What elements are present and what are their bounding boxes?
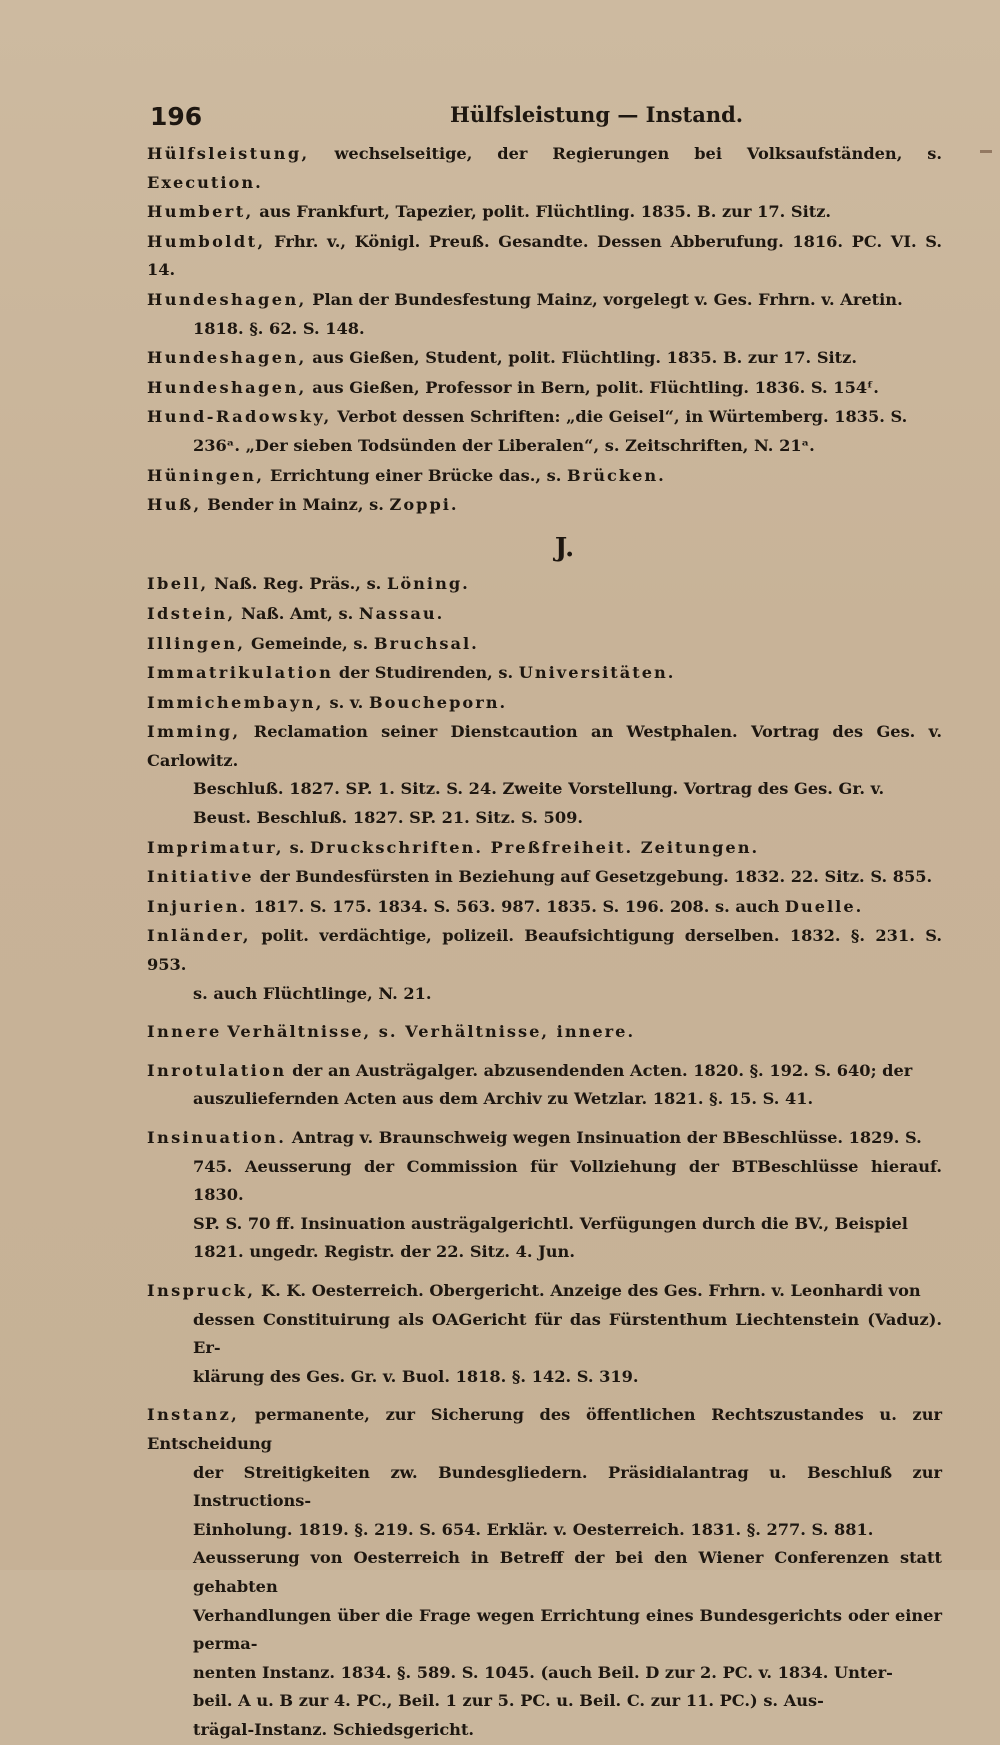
entry-reference: Zoppi.	[389, 495, 459, 515]
entry-continuation: nenten Instanz. 1834. §. 589. S. 1045. (auch Beil. D zur 2. PC. v. 1834. Unter-	[193, 1662, 893, 1682]
entry-first-line	[147, 462, 942, 491]
entry-reference: Druckschriften. Preßfreiheit. Zeitungen.	[309, 837, 760, 857]
index-entry	[147, 198, 942, 227]
entry-first-line	[147, 659, 942, 688]
entry-text: Naß. Amt, s.	[235, 603, 359, 623]
entry-first-line	[147, 1124, 942, 1153]
entry-reference: Brücken.	[567, 465, 666, 485]
entry-continuation: Verhandlungen über die Frage wegen Errichtung eines Bundesgerichts oder einer perma-	[193, 1605, 942, 1654]
entry-text: der Bundesfürsten in Beziehung auf Gesetzgebung. 1832. 22. Sitz. S. 855.	[253, 867, 933, 887]
entry-first-line	[147, 403, 942, 432]
index-entry	[147, 893, 942, 922]
entry-reference: Bruchsal.	[373, 633, 479, 653]
entry-first-line	[147, 630, 942, 659]
entry-term: Instanz,	[147, 1405, 240, 1425]
index-entry	[147, 689, 942, 718]
entry-reference: Boucheporn.	[368, 692, 508, 712]
entry-text: 1817. S. 175. 1834. S. 563. 987. 1835. S. 196. 208. s. auch	[247, 896, 785, 916]
index-entry	[147, 374, 942, 403]
entry-continuation: trägal-Instanz. Schiedsgericht.	[193, 1719, 475, 1739]
entry-term: Humboldt,	[147, 231, 266, 251]
entry-term: Illingen,	[147, 633, 246, 653]
entry-continuation: dessen Constituirung als OAGericht für das Fürstenthum Liechtenstein (Vaduz). Er-	[193, 1309, 942, 1358]
entry-reference: Verhältnisse, s. Verhältnisse, innere.	[227, 1022, 636, 1042]
entry-continuation: s. auch Flüchtlinge, N. 21.	[193, 983, 432, 1003]
entry-first-line	[147, 344, 942, 373]
entry-reference: Löning.	[386, 574, 470, 594]
index-entry	[147, 1277, 942, 1391]
entry-term: Hundeshagen,	[147, 289, 307, 309]
entry-first-line	[147, 1057, 942, 1086]
index-entry	[147, 1124, 942, 1267]
index-entry	[147, 491, 942, 520]
entry-term: Inländer,	[147, 926, 251, 946]
entry-first-line	[147, 834, 942, 863]
entry-term: Initiative	[147, 867, 254, 887]
entry-term: Hülfsleistung,	[147, 144, 310, 163]
entry-reference: Execution.	[147, 172, 263, 192]
entry-term: Imming,	[147, 722, 241, 742]
entry-first-line	[147, 600, 942, 629]
entry-continuation: auszuliefernden Acten aus dem Archiv zu Wetzlar. 1821. §. 15. S. 41.	[193, 1089, 814, 1109]
entry-continuation: 1818. §. 62. S. 148.	[193, 318, 365, 338]
index-entry	[147, 403, 942, 460]
entry-text: Reclamation seiner Dienstcaution an Westphalen. Vortrag des Ges. v. Carlowitz.	[147, 722, 942, 770]
entry-continuation: Beust. Beschluß. 1827. SP. 21. Sitz. S. 509.	[193, 808, 583, 828]
entry-first-line	[147, 570, 942, 599]
index-entry	[147, 1018, 942, 1047]
entry-reference: Nassau.	[358, 603, 445, 623]
entry-text: aus Frankfurt, Tapezier, polit. Flüchtling. 1835. B. zur 17. Sitz.	[253, 202, 832, 222]
index-entries	[147, 140, 942, 1745]
entry-term: Hundeshagen,	[147, 377, 307, 397]
entry-first-line	[147, 140, 942, 197]
running-head: Hülfsleistung — Instand.	[450, 102, 744, 127]
entry-term: Insinuation.	[147, 1128, 287, 1147]
entry-first-line	[147, 198, 942, 227]
entry-text: permanente, zur Sicherung des öffentlichen Rechtszustandes u. zur Entscheidung	[147, 1405, 942, 1453]
entry-text: wechselseitige, der Regierungen bei Volksaufständen, s.	[309, 144, 942, 163]
entry-text: s. v.	[323, 692, 369, 712]
entry-term: Injurien.	[147, 896, 248, 916]
entry-text: Naß. Reg. Präs., s.	[208, 574, 387, 594]
index-entry	[147, 922, 942, 1008]
index-entry	[147, 228, 942, 285]
entry-term: Immichembayn,	[147, 692, 324, 712]
entry-text: der an Austrägalger. abzusendenden Acten. 1820. §. 192. S. 640; der	[286, 1060, 913, 1080]
entry-first-line	[147, 1018, 942, 1047]
entry-reference: Duelle.	[784, 896, 864, 916]
index-entry	[147, 718, 942, 832]
entry-term: Hundeshagen,	[147, 348, 307, 368]
entries-j-long	[147, 1018, 942, 1744]
entry-continuation: Aeusserung von Oesterreich in Betreff der bei den Wiener Conferenzen statt gehabten	[193, 1548, 942, 1596]
entry-first-line	[147, 922, 942, 979]
index-entry	[147, 834, 942, 863]
entry-text: polit. verdächtige, polizeil. Beaufsichtigung derselben. 1832. §. 231. S. 953.	[147, 926, 942, 975]
entry-first-line	[147, 1401, 942, 1458]
entry-text: Verbot dessen Schriften: „die Geisel“, in Würtemberg. 1835. S.	[331, 407, 908, 427]
entry-term: Ibell,	[147, 574, 209, 594]
entry-term: Huß,	[147, 495, 202, 515]
entry-term: Humbert,	[147, 202, 254, 222]
entry-term: Imprimatur,	[147, 837, 284, 857]
entry-text: Plan der Bundesfestung Mainz, vorgelegt v. Ges. Frhrn. v. Aretin.	[306, 289, 903, 309]
entry-text: Errichtung einer Brücke das., s.	[264, 465, 568, 485]
entry-term: Inspruck,	[147, 1280, 256, 1300]
entry-continuation: 236ᵃ. „Der sieben Todsünden der Liberalen“, s. Zeitschriften, N. 21ᵃ.	[193, 435, 815, 455]
index-entry	[147, 600, 942, 629]
entry-text: aus Gießen, Professor in Bern, polit. Flüchtling. 1836. S. 154ᶠ.	[306, 377, 879, 397]
entry-continuation: der Streitigkeiten zw. Bundesgliedern. Präsidialantrag u. Beschluß zur Instructions-	[193, 1462, 942, 1511]
entry-reference: Universitäten.	[518, 663, 676, 683]
entry-first-line	[147, 1277, 942, 1306]
entry-continuation: Einholung. 1819. §. 219. S. 654. Erklär. v. Oesterreich. 1831. §. 277. S. 881.	[193, 1519, 874, 1539]
entry-term: Hund-Radowsky,	[147, 407, 332, 427]
entry-text: Antrag v. Braunschweig wegen Insinuation der BBeschlüsse. 1829. S.	[286, 1128, 922, 1147]
page-number: 196	[150, 102, 203, 131]
entry-first-line	[147, 863, 942, 892]
entry-continuation: beil. A u. B zur 4. PC., Beil. 1 zur 5. PC. u. Beil. C. zur 11. PC.) s. Aus-	[193, 1691, 824, 1711]
index-entry	[147, 863, 942, 892]
index-entry	[147, 1057, 942, 1114]
entry-continuation: 745. Aeusserung der Commission für Vollziehung der BTBeschlüsse hierauf. 1830.	[193, 1156, 942, 1205]
index-entry	[147, 462, 942, 491]
entries-h	[147, 140, 942, 520]
entry-first-line	[147, 718, 942, 775]
margin-mark	[980, 150, 992, 153]
entries-j	[147, 570, 942, 1008]
entry-text: s.	[283, 837, 310, 857]
page-header	[140, 92, 940, 136]
entry-text: Frhr. v., Königl. Preuß. Gesandte. Dessen Abberufung. 1816. PC. VI. S. 14.	[147, 231, 942, 280]
entry-text: Gemeinde, s.	[245, 633, 374, 653]
index-entry	[147, 659, 942, 688]
index-entry	[147, 1401, 942, 1744]
index-entry	[147, 140, 942, 197]
entry-term: Immatrikulation	[147, 663, 334, 683]
entry-continuation: SP. S. 70 ff. Insinuation austrägalgerichtl. Verfügungen durch die BV., Beispiel	[193, 1213, 908, 1233]
entry-continuation: klärung des Ges. Gr. v. Buol. 1818. §. 142. S. 319.	[193, 1366, 639, 1386]
entry-text: der Studirenden, s.	[333, 663, 519, 683]
section-letter: J.	[554, 532, 575, 563]
entry-first-line	[147, 286, 942, 315]
entry-first-line	[147, 228, 942, 285]
entry-term: Inrotulation	[147, 1060, 287, 1080]
index-entry	[147, 570, 942, 599]
entry-first-line	[147, 893, 942, 922]
index-entry	[147, 286, 942, 343]
entry-term: Idstein,	[147, 603, 236, 623]
entry-first-line	[147, 689, 942, 718]
entry-first-line	[147, 374, 942, 403]
entry-text: K. K. Oesterreich. Obergericht. Anzeige des Ges. Frhrn. v. Leonhardi von	[255, 1280, 921, 1300]
entry-first-line	[147, 491, 942, 520]
entry-text: Bender in Mainz, s.	[201, 495, 390, 515]
entry-term: Innere	[147, 1022, 222, 1042]
index-entry	[147, 630, 942, 659]
entry-text: aus Gießen, Student, polit. Flüchtling. 1835. B. zur 17. Sitz.	[306, 348, 857, 368]
entry-continuation: 1821. ungedr. Registr. der 22. Sitz. 4. Jun.	[193, 1242, 575, 1262]
entry-term: Hüningen,	[147, 465, 265, 485]
index-entry	[147, 344, 942, 373]
entry-continuation: Beschluß. 1827. SP. 1. Sitz. S. 24. Zweite Vorstellung. Vortrag des Ges. Gr. v.	[193, 779, 885, 799]
